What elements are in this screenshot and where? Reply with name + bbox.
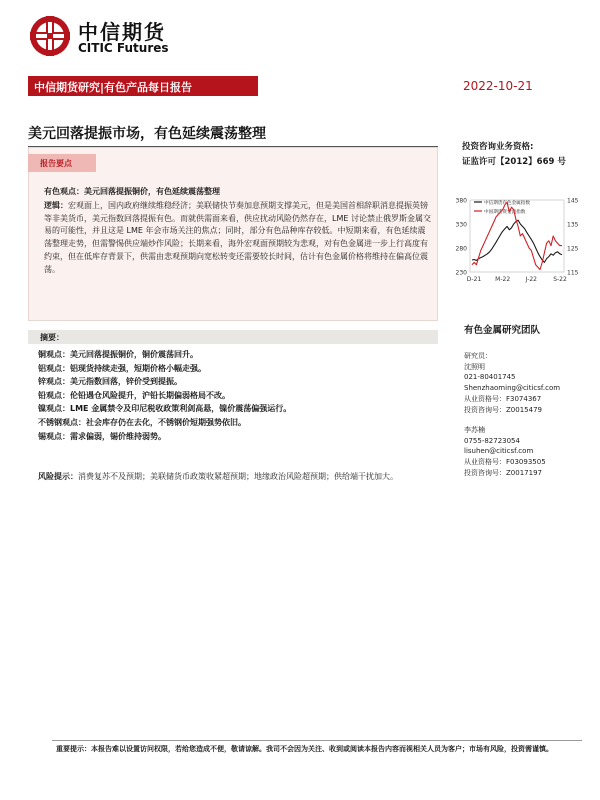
summary-tab (28, 154, 96, 172)
abstract-item-aluminum: 铝观点：铝现货持续走强，短期价格小幅走强。 (38, 363, 206, 373)
y-left-tick-label: 330 (455, 221, 467, 229)
risk-text: 消费复苏不及预期；美联储货币政策收紧超预期；地缘政治风险超预期；供给端干扰加大。 (78, 472, 398, 481)
abstract-title: 摘要： (40, 333, 64, 342)
y-left-tick-label: 280 (455, 245, 467, 253)
analyst-name: 沈照明 (464, 362, 485, 371)
x-tick-label: D-21 (466, 276, 482, 283)
summary-body-text: 宏观面上，国内政府继续维稳经济；美联储快节奏加息预期支撑美元，但是美国首相辞职消息提振英镑等非美货币，美元指数回落提振有色。而就供需面来看，供应扰动风险仍然存在，LME 讨论禁止俄罗斯金属交易的可能性，并且这是 LME 年会市场关注的焦点；同时，部分有色品种库存较低。中短期来看，有色延续震荡整理走势，但需警惕供应端炒作风险；长期来看，海外宏观面预期较为悲观，对有色金属进一步上行高度有约束，但在低库存背景下，供需由悲观预期向宽松转变还需要较长时间，估计有色金属价格将维持在偏高位震荡。 (44, 201, 431, 274)
footer-disclaimer: 重要提示：本报告难以设置访问权限，若给您造成不便，敬请谅解。我司不会因为关注、收到或阅读本报告内容而视相关人员为客户；市场有风险，投资需谨慎。 (56, 745, 553, 753)
x-tick-label: S-22 (553, 276, 567, 283)
abstract-item-stainless: 不锈钢观点：社会库存仍在去化，不锈钢价短期强势依旧。 (38, 417, 246, 427)
abstract-item-lead: 铅观点：伦铅遇仓风险提升，沪铅长期偏弱格局不改。 (38, 390, 230, 400)
legend-label: 中国期货资金流指数 (484, 210, 526, 215)
abstract-list (38, 348, 438, 443)
footer-divider (52, 740, 582, 741)
summary-body-lead: 逻辑： (44, 201, 68, 210)
analyst-advisory-no: 投资咨询号：Z0017197 (464, 468, 542, 477)
analyst-qualification-no: 从业资格号：F3074367 (464, 394, 542, 403)
abstract-item-tin: 锡观点：需求偏弱，锡价维持弱势。 (38, 431, 166, 441)
analyst-contact-1 (464, 351, 560, 415)
y-left-tick-label: 380 (455, 197, 467, 205)
qualification-label: 投资咨询业务资格: (462, 142, 534, 152)
report-title: 美元回落提振市场，有色延续震荡整理 (28, 126, 266, 142)
index-chart (452, 186, 582, 288)
researcher-label: 研究员： (464, 352, 492, 360)
y-right-tick-label: 145 (567, 197, 579, 205)
team-title: 有色金属研究团队 (464, 325, 541, 336)
y-left-tick-label: 230 (455, 269, 467, 277)
report-series-banner (28, 76, 258, 96)
legend-label: 中信期货有色金属指数 (484, 201, 530, 206)
analyst-email[interactable]: Shenzhaoming@citicsf.com (464, 384, 561, 393)
analyst-contact-2 (464, 425, 546, 479)
report-series-label: 中信期货研究|有色产品每日报告 (34, 81, 193, 94)
x-tick-label: M-22 (495, 276, 511, 283)
y-right-tick-label: 125 (567, 245, 579, 253)
abstract-header-bar (28, 330, 438, 344)
analyst-advisory-no: 投资咨询号：Z0015479 (464, 405, 542, 414)
analyst-name: 李苏楠 (464, 426, 485, 434)
summary-body (44, 200, 432, 276)
x-tick-label: J-22 (525, 276, 538, 283)
citic-logo-icon (28, 14, 72, 58)
risk-lead: 风险提示： (38, 472, 78, 481)
summary-headline: 有色观点：美元回落提振铜价，有色延续震荡整理 (44, 187, 220, 196)
abstract-item-copper: 铜观点：美元回落提振铜价，铜价震荡回升。 (38, 350, 198, 359)
abstract-item-zinc: 锌观点：美元指数回落，锌价受到提振。 (38, 377, 182, 387)
abstract-item-nickel: 镍观点：LME 金属禁令及印尼税收政策利剑高悬，镍价震荡偏强运行。 (38, 404, 292, 414)
analyst-qualification-no: 从业资格号：F03093505 (464, 458, 546, 467)
analyst-email[interactable]: lisuhen@citicsf.com (464, 447, 534, 456)
brand-name-cn: 中信期货 (78, 20, 166, 44)
y-right-tick-label: 115 (567, 269, 579, 277)
brand-name-en: CITIC Futures (78, 41, 169, 55)
index-chart-svg (452, 186, 582, 288)
y-right-tick-label: 135 (567, 221, 579, 229)
risk-warning (38, 470, 398, 484)
qualification-license: 证监许可【2012】669 号 (462, 157, 566, 167)
brand-logo (28, 14, 188, 62)
summary-tab-label: 报告要点 (40, 159, 72, 168)
report-date: 2022-10-21 (463, 79, 533, 93)
analyst-phone: 0755-82723054 (464, 436, 520, 445)
analyst-phone: 021-80401745 (464, 373, 516, 382)
